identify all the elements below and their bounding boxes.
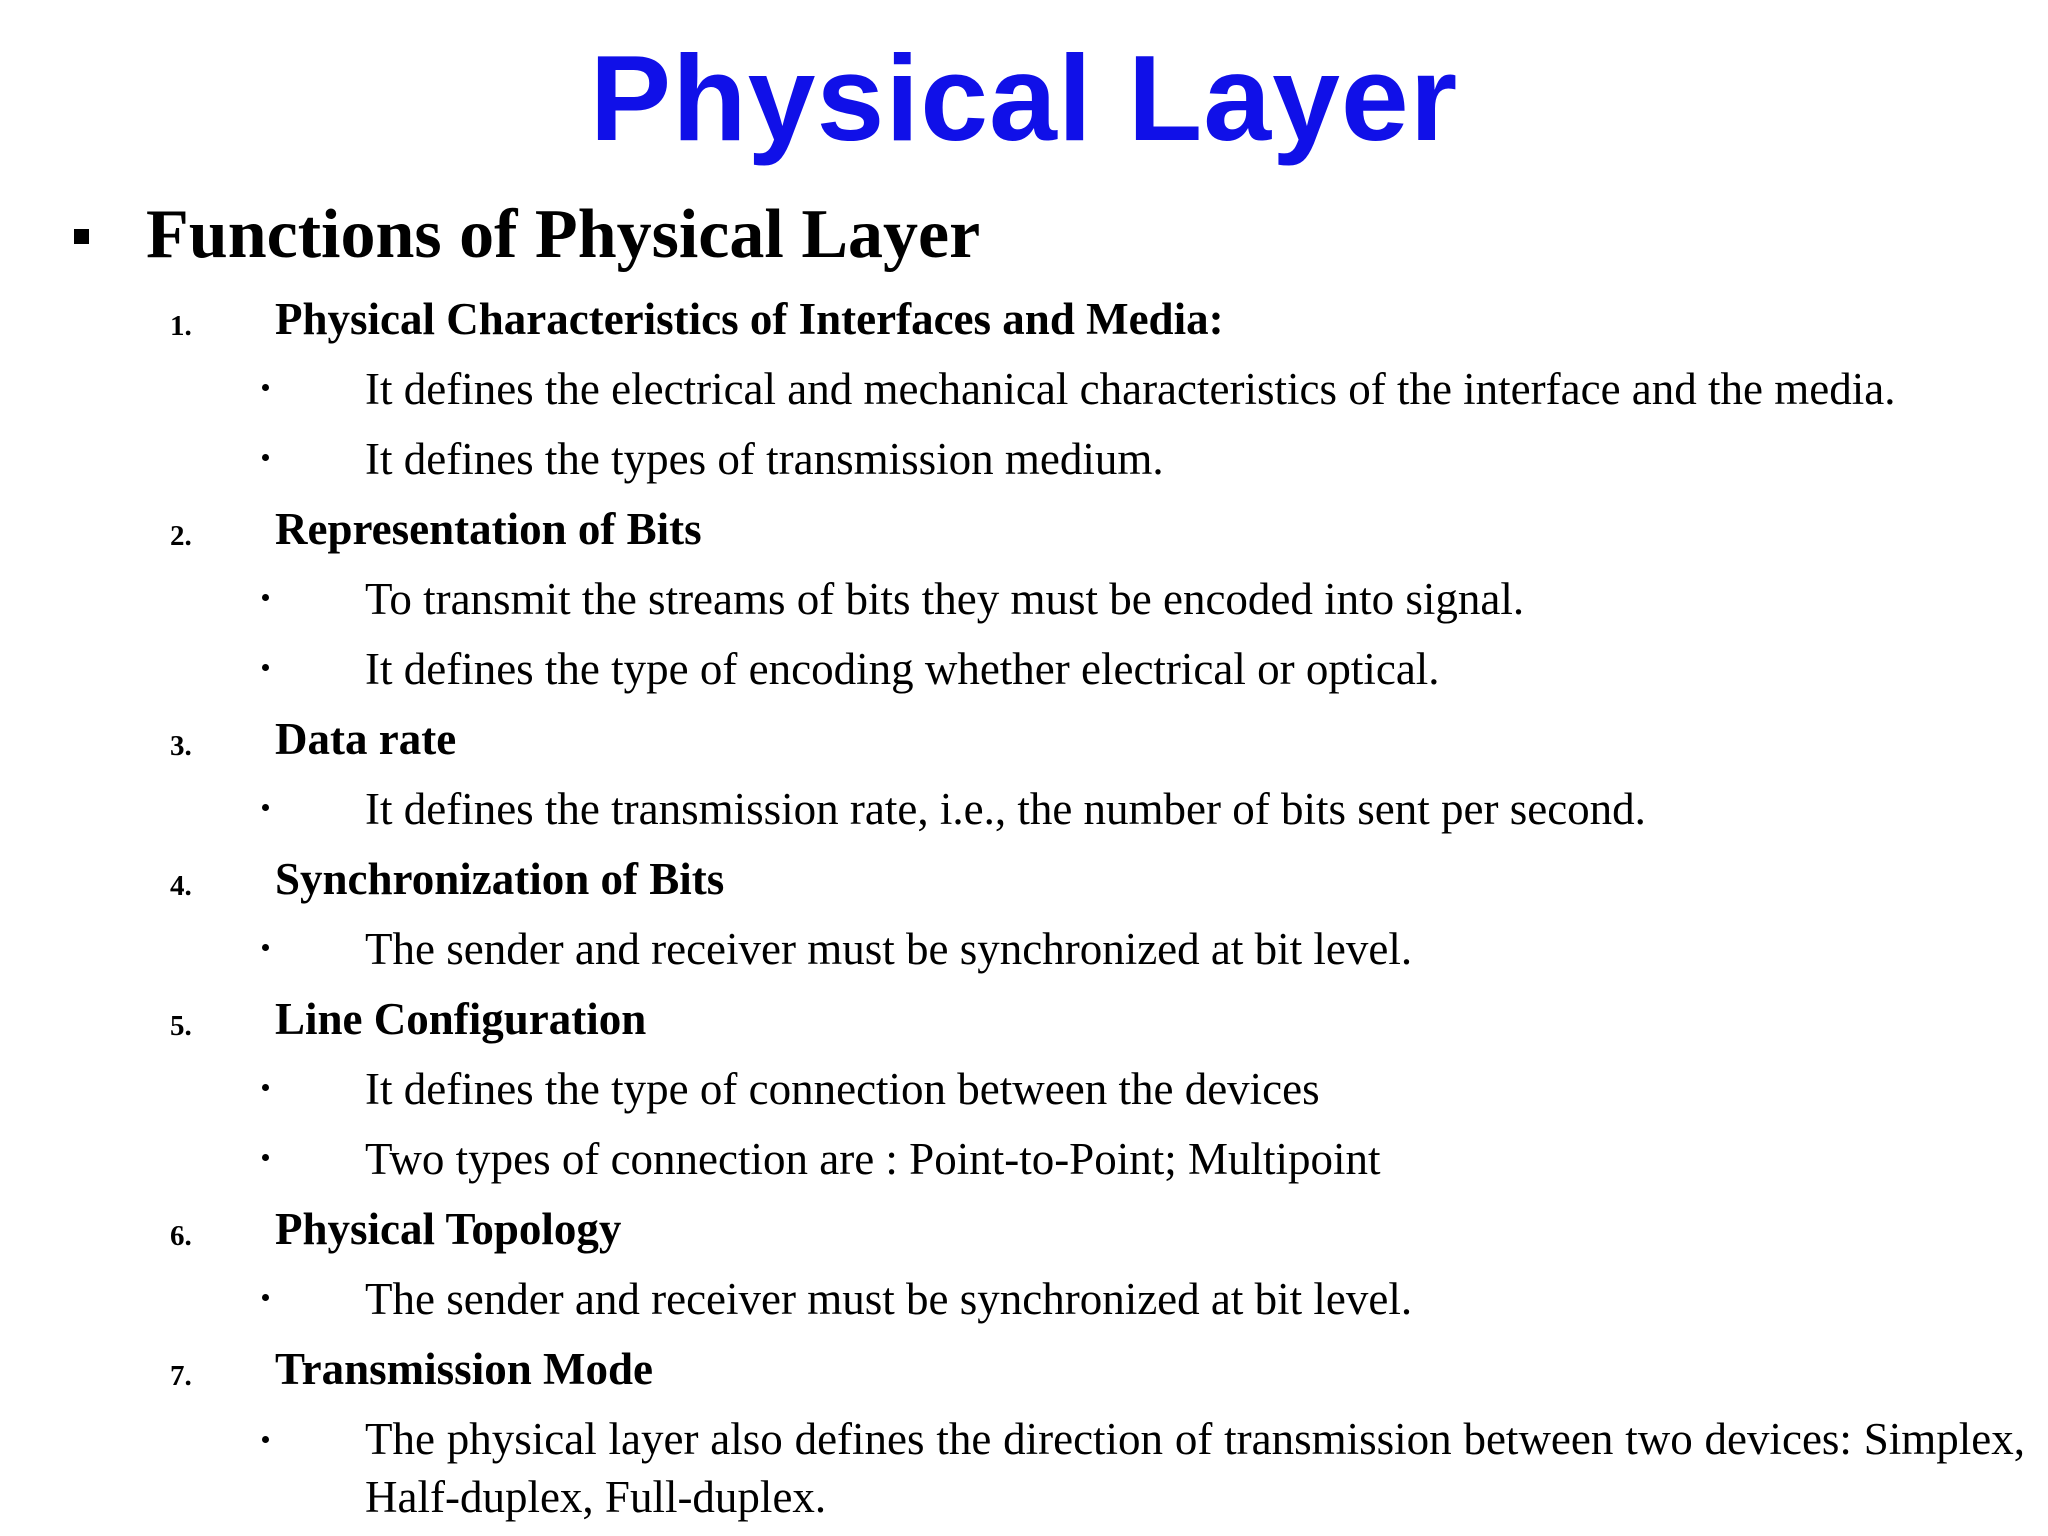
- list-item: [0, 704, 2048, 774]
- item-title: Transmission Mode: [275, 1344, 653, 1394]
- item-number: 6.: [170, 1220, 192, 1252]
- item-number: 2.: [170, 520, 192, 552]
- bullet-dot-icon: [262, 664, 269, 671]
- sub-bullet: [0, 1264, 2048, 1334]
- item-number: 5.: [170, 1010, 192, 1042]
- item-number: 7.: [170, 1360, 192, 1392]
- sub-bullet-text: It defines the electrical and mechanical characteristics of the interface and the media.: [365, 364, 1896, 414]
- bullet-dot-icon: [262, 944, 269, 951]
- sub-bullet: [0, 774, 2048, 844]
- sub-bullet-text: It defines the type of connection between the devices: [365, 1064, 1320, 1114]
- bullet-dot-icon: [262, 454, 269, 461]
- item-number: 3.: [170, 730, 192, 762]
- item-title: Data rate: [275, 714, 457, 764]
- bullet-dot-icon: [262, 594, 269, 601]
- functions-list: [0, 284, 2048, 1524]
- sub-bullet-text: The physical layer also defines the direction of transmission between two devices: Simplex, Half-duplex, Full-duplex.: [365, 1414, 2025, 1522]
- sub-bullet-text: To transmit the streams of bits they must be encoded into signal.: [365, 574, 1525, 624]
- bullet-dot-icon: [262, 384, 269, 391]
- sub-bullet: [0, 564, 2048, 634]
- sub-bullet: [0, 914, 2048, 984]
- item-title: Synchronization of Bits: [275, 854, 725, 904]
- item-number: 4.: [170, 870, 192, 902]
- item-title: Physical Topology: [275, 1204, 622, 1254]
- sub-bullet: [0, 424, 2048, 494]
- bullet-dot-icon: [262, 1154, 269, 1161]
- sub-bullet: [0, 354, 2048, 424]
- sub-bullet: [0, 1124, 2048, 1194]
- sub-bullet: [0, 634, 2048, 704]
- sub-bullet-text: It defines the type of encoding whether electrical or optical.: [365, 644, 1440, 694]
- list-item: [0, 1334, 2048, 1404]
- bullet-dot-icon: [262, 1294, 269, 1301]
- item-title: Line Configuration: [275, 994, 647, 1044]
- item-title: Representation of Bits: [275, 504, 702, 554]
- slide-title: Physical Layer: [589, 30, 1459, 166]
- item-title: Physical Characteristics of Interfaces and Media:: [275, 294, 1224, 344]
- sub-bullet: [0, 1054, 2048, 1124]
- bullet-dot-icon: [262, 1436, 269, 1443]
- list-item: [0, 844, 2048, 914]
- bullet-dot-icon: [262, 804, 269, 811]
- list-item: [0, 1194, 2048, 1264]
- sub-bullet-text: The sender and receiver must be synchronized at bit level.: [365, 1274, 1413, 1324]
- bullet-dot-icon: [262, 1084, 269, 1091]
- list-item: [0, 984, 2048, 1054]
- sub-bullet: [0, 1404, 2048, 1524]
- item-number: 1.: [170, 310, 192, 342]
- section-heading-row: [0, 190, 2048, 280]
- square-bullet-icon: [74, 229, 89, 244]
- sub-bullet-text: Two types of connection are : Point-to-Point; Multipoint: [365, 1134, 1381, 1184]
- sub-bullet-text: It defines the types of transmission medium.: [365, 434, 1164, 484]
- section-heading: Functions of Physical Layer: [146, 196, 981, 273]
- sub-bullet-text: It defines the transmission rate, i.e., the number of bits sent per second.: [365, 784, 1646, 834]
- sub-bullet-text: The sender and receiver must be synchronized at bit level.: [365, 924, 1413, 974]
- list-item: [0, 494, 2048, 564]
- list-item: [0, 284, 2048, 354]
